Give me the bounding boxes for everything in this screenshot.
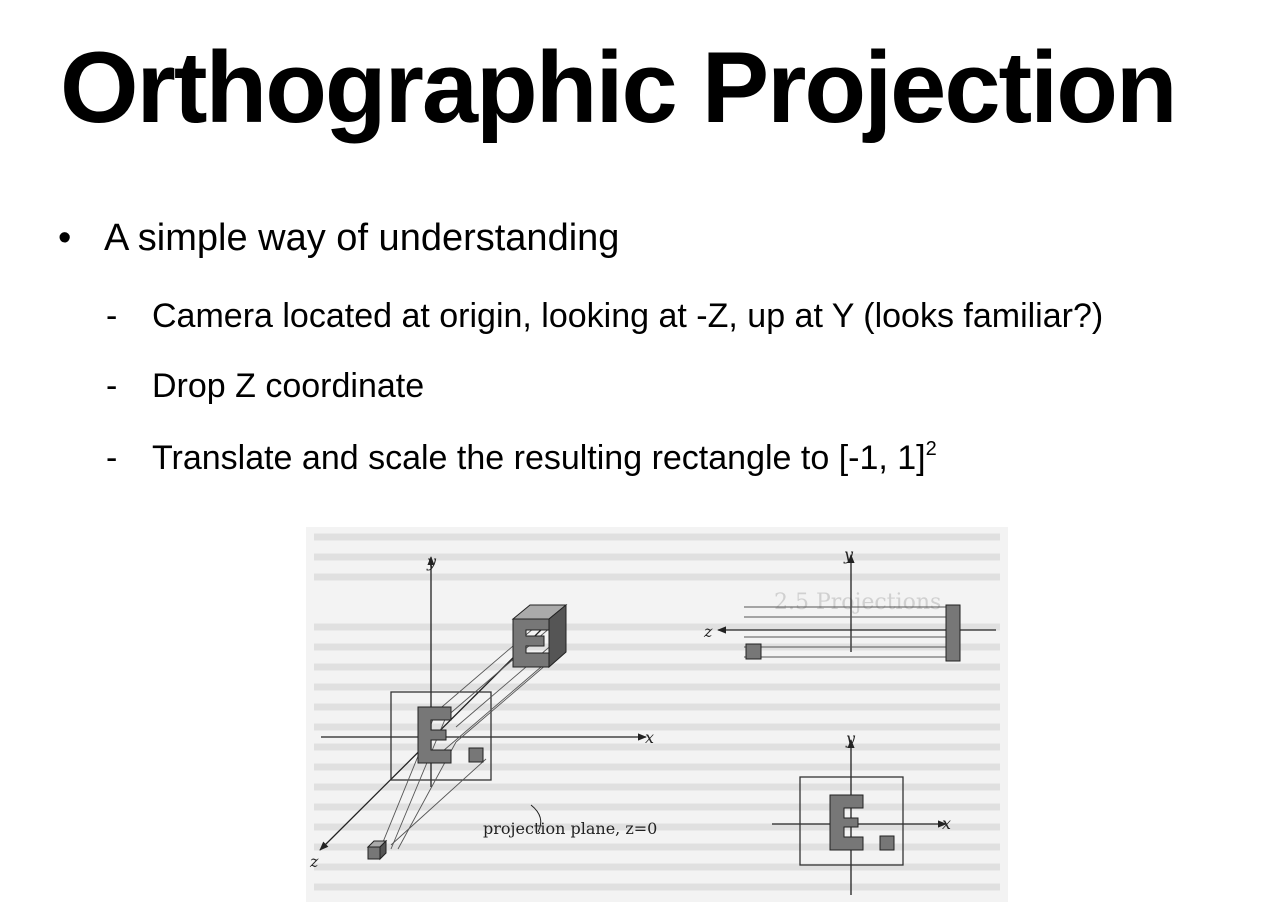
projection-plane-caption: projection plane, z=0 xyxy=(483,819,658,838)
projection-diagram xyxy=(306,527,1008,902)
sub-bullet-item xyxy=(106,296,1103,337)
sub-bullet-text: Drop Z coordinate xyxy=(152,367,425,405)
projected-e-shape xyxy=(418,707,451,763)
bullet-text: A simple way of understanding xyxy=(104,217,620,259)
background-section-heading: 2.5 Projections xyxy=(774,590,942,615)
y-axis-label: y xyxy=(427,552,437,571)
side-view-z-label: z xyxy=(704,622,713,641)
superscript: 2 xyxy=(925,438,937,460)
sub-bullet-text: Translate and scale the resulting rectangle to [-1, 1] xyxy=(152,439,926,477)
sub-bullet-dash: - xyxy=(106,297,118,335)
small-cube xyxy=(368,847,380,859)
sub-bullet-item xyxy=(106,437,937,479)
front-view-y-label: y xyxy=(846,729,856,748)
projection-figure xyxy=(306,527,1008,902)
front-view-x-label: x xyxy=(942,814,952,833)
sub-bullet-dash: - xyxy=(106,439,118,477)
bullet-dot: • xyxy=(58,217,72,259)
z-axis-label: z xyxy=(310,852,319,871)
e-block-3d xyxy=(513,605,566,667)
bullet-item xyxy=(58,216,619,262)
sub-bullet-item xyxy=(106,366,424,407)
slide-title: Orthographic Projection xyxy=(60,32,1176,144)
x-axis-label: x xyxy=(645,728,655,747)
projected-small-block xyxy=(469,748,483,762)
sub-bullet-text: Camera located at origin, looking at -Z, up at Y (looks familiar?) xyxy=(152,297,1104,335)
sub-bullet-dash: - xyxy=(106,367,118,405)
side-view-y-label: y xyxy=(844,545,854,564)
